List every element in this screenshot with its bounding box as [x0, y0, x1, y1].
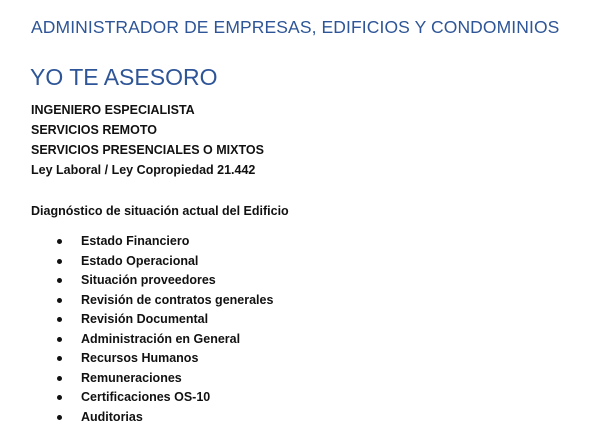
list-item	[56, 330, 273, 350]
list-item-label: Revisión de contratos generales	[81, 292, 274, 307]
list-item-label: Certificaciones OS-10	[81, 390, 211, 404]
bullet-icon	[57, 278, 62, 283]
list-item-label: Administración en General	[81, 331, 241, 346]
list-item-label: Situación proveedores	[81, 273, 216, 287]
services-list	[56, 232, 273, 427]
list-item	[56, 232, 273, 252]
list-item-label: Revisión Documental	[81, 312, 209, 326]
list-item	[56, 310, 273, 330]
document-subtitle: YO TE ASESORO	[30, 64, 218, 90]
intro-line: INGENIERO ESPECIALISTA	[31, 103, 195, 117]
list-item-label: Recursos Humanos	[81, 351, 199, 365]
list-item	[56, 408, 273, 428]
intro-line: SERVICIOS PRESENCIALES O MIXTOS	[31, 143, 264, 157]
bullet-icon	[57, 395, 62, 400]
bullet-icon	[57, 239, 62, 244]
bullet-icon	[57, 298, 62, 303]
intro-line: Ley Laboral / Ley Copropiedad 21.442	[31, 163, 256, 177]
list-item-label: Estado Financiero	[81, 234, 190, 248]
list-item	[56, 271, 273, 291]
bullet-icon	[57, 356, 62, 361]
list-item	[56, 349, 273, 369]
intro-lines	[31, 100, 264, 180]
list-item	[56, 252, 273, 272]
intro-line: SERVICIOS REMOTO	[31, 123, 157, 137]
list-item	[56, 369, 273, 389]
bullet-icon	[57, 259, 62, 264]
bullet-icon	[57, 415, 62, 420]
section-title: Diagnóstico de situación actual del Edificio	[31, 204, 289, 218]
list-item	[56, 291, 273, 311]
list-item	[56, 388, 273, 408]
list-item-label: Auditorias	[81, 409, 143, 424]
list-item-label: Estado Operacional	[81, 253, 199, 268]
bullet-icon	[57, 317, 62, 322]
bullet-icon	[57, 337, 62, 342]
document-title: ADMINISTRADOR DE EMPRESAS, EDIFICIOS Y CONDOMINIOS	[31, 17, 560, 37]
bullet-icon	[57, 376, 62, 381]
list-item-label: Remuneraciones	[81, 370, 182, 385]
